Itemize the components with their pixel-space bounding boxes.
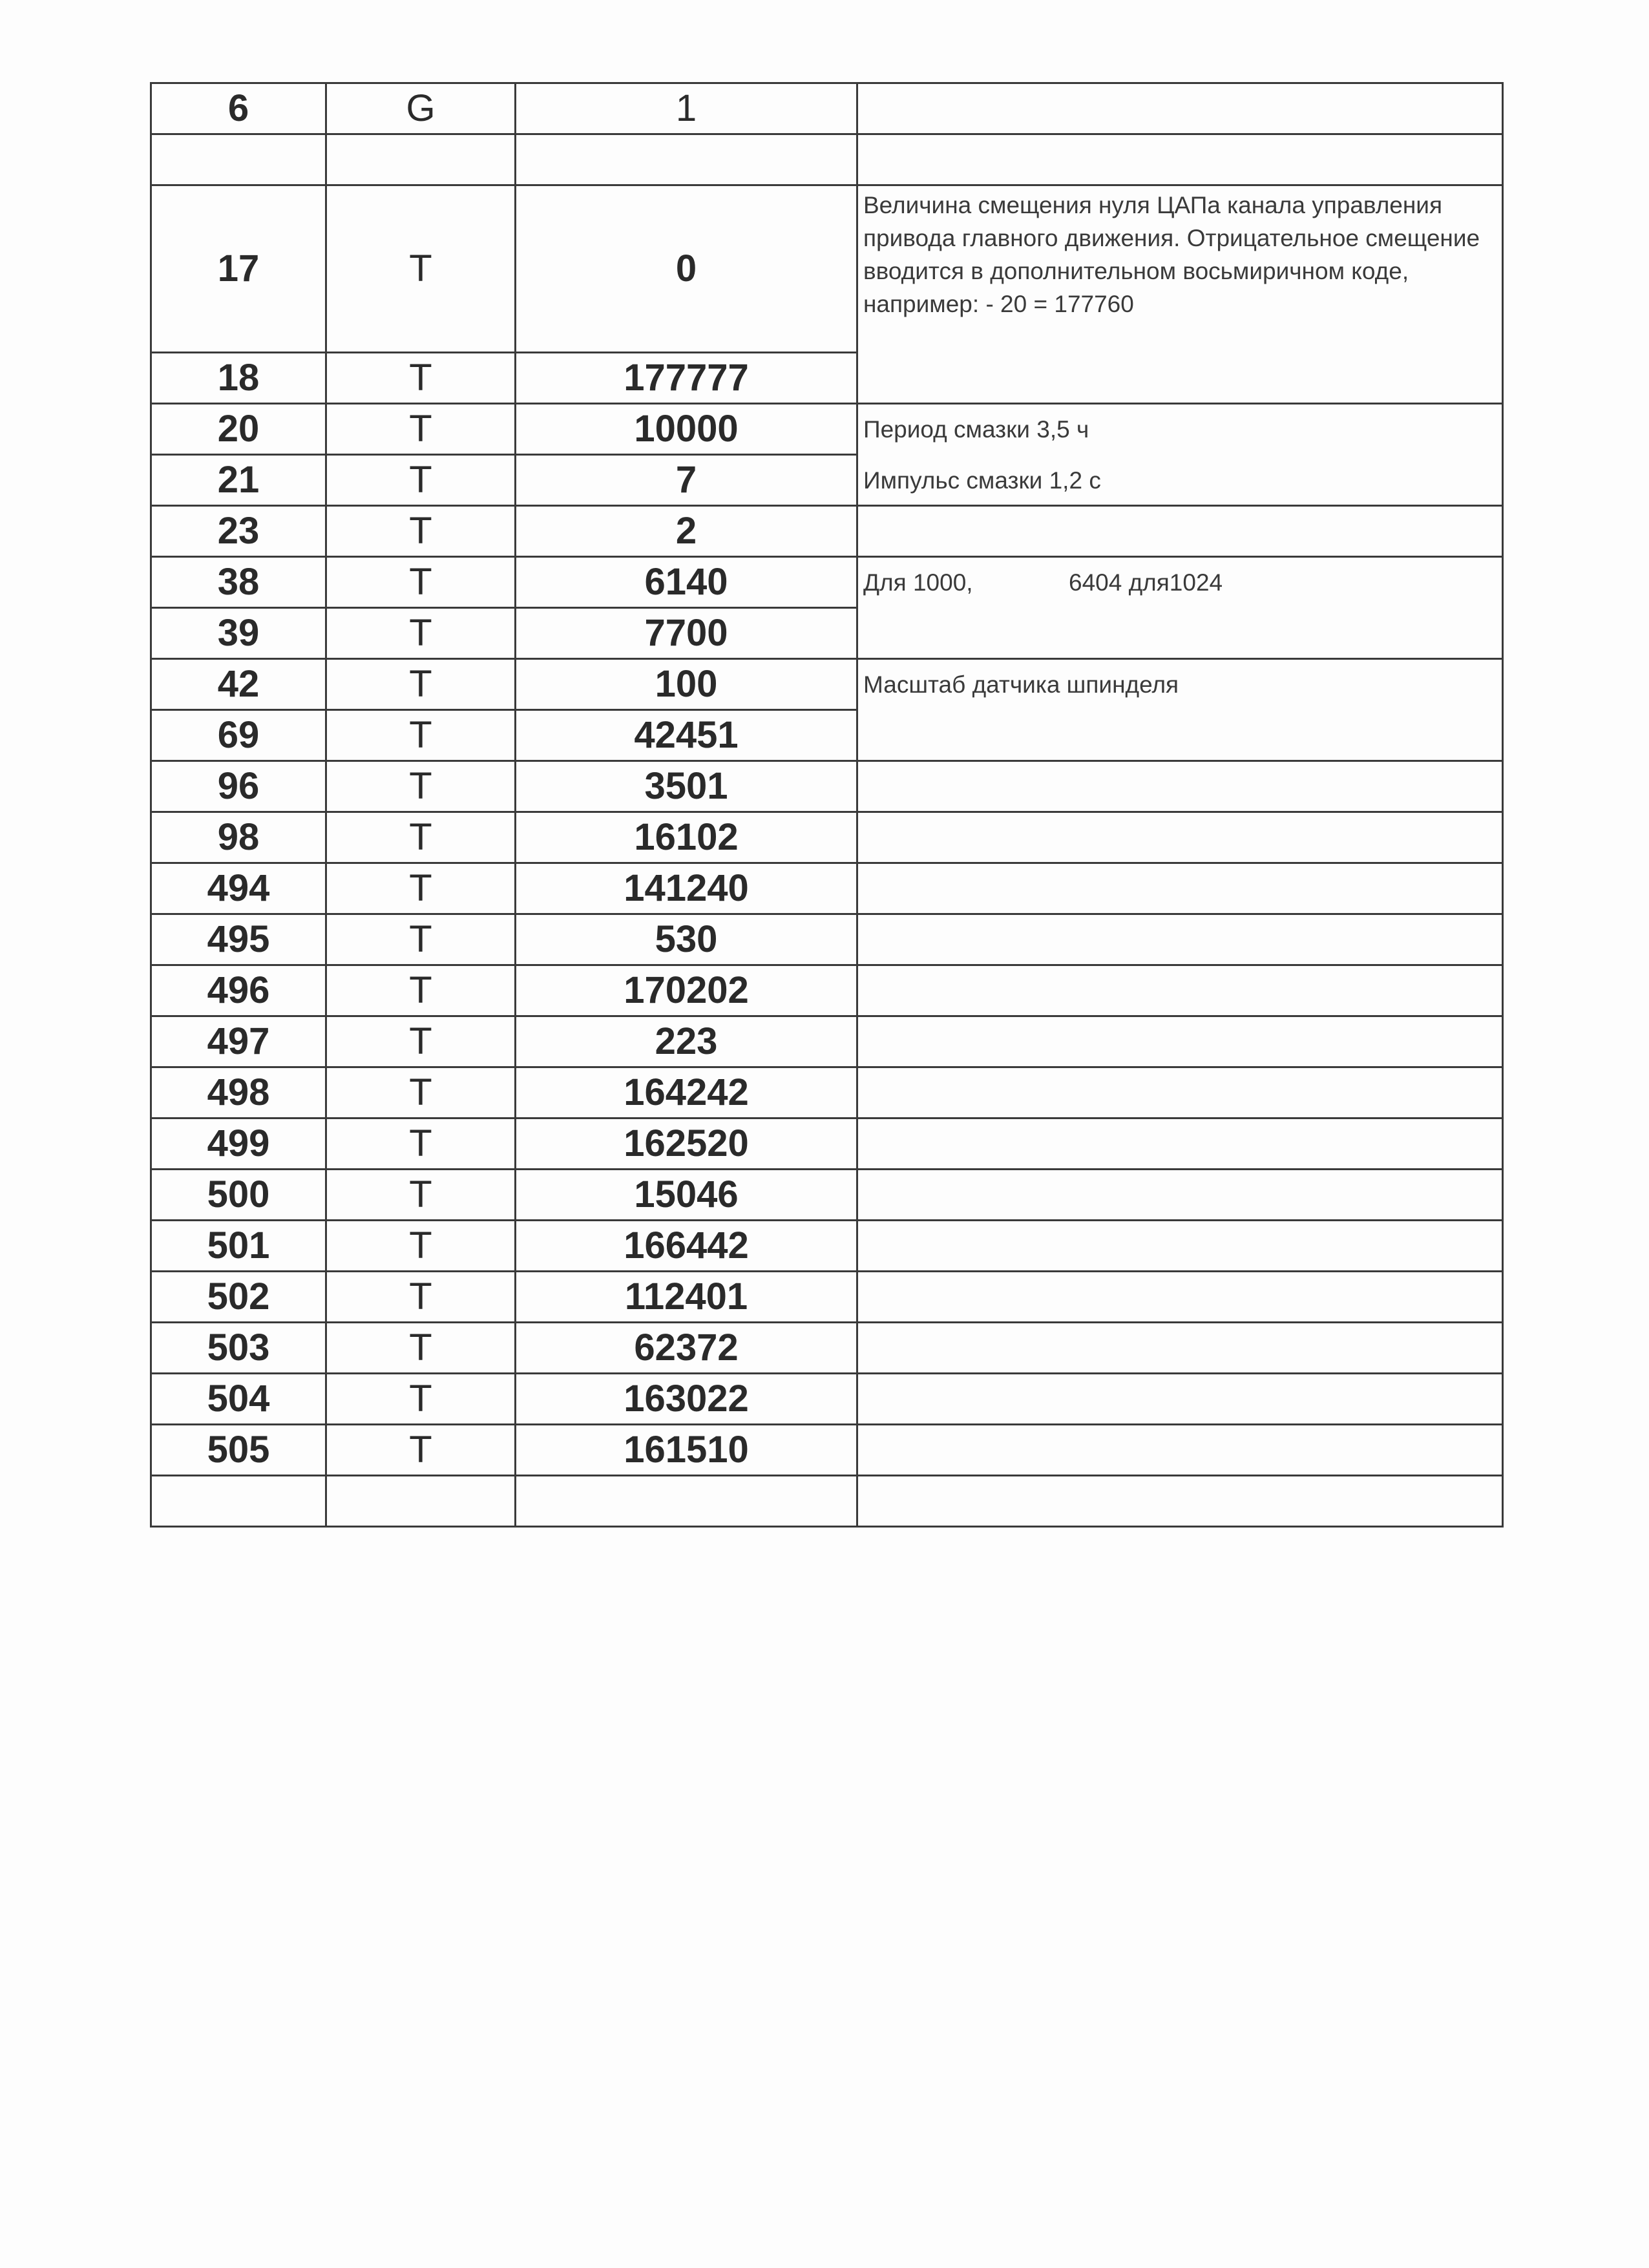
param-number: 23 [151,506,326,557]
param-type: T [326,185,516,353]
table-row [151,863,1503,914]
table-row [151,812,1503,863]
param-note: Масштаб датчика шпинделя [857,659,1503,710]
param-value [516,1476,857,1527]
param-note [857,1016,1503,1067]
param-value: 15046 [516,1170,857,1221]
param-note [857,863,1503,914]
param-type: T [326,965,516,1016]
param-value: 7700 [516,608,857,659]
param-number: 503 [151,1323,326,1374]
param-type: T [326,710,516,761]
param-note [857,134,1503,185]
table-row [151,506,1503,557]
param-note [857,83,1503,134]
param-value: 100 [516,659,857,710]
param-number: 39 [151,608,326,659]
param-note [857,1425,1503,1476]
param-number: 502 [151,1272,326,1323]
table-row [151,1323,1503,1374]
param-value: 42451 [516,710,857,761]
param-note [857,1170,1503,1221]
param-number: 494 [151,863,326,914]
param-number: 42 [151,659,326,710]
param-note [857,1118,1503,1170]
param-type [326,134,516,185]
param-type: T [326,914,516,965]
param-number: 504 [151,1374,326,1425]
param-value: 10000 [516,404,857,455]
param-type: G [326,83,516,134]
param-value: 163022 [516,1374,857,1425]
param-value: 1 [516,83,857,134]
table-row [151,83,1503,134]
table-row [151,185,1503,353]
param-value: 141240 [516,863,857,914]
param-value: 162520 [516,1118,857,1170]
table-row [151,761,1503,812]
param-note [857,1323,1503,1374]
param-number: 497 [151,1016,326,1067]
table-row [151,404,1503,455]
param-type: T [326,1221,516,1272]
table-row [151,710,1503,761]
param-note [857,1272,1503,1323]
param-type: T [326,1374,516,1425]
param-type: T [326,1170,516,1221]
param-number [151,1476,326,1527]
param-note [857,1374,1503,1425]
param-number: 500 [151,1170,326,1221]
param-type: T [326,1425,516,1476]
table-row [151,134,1503,185]
param-value: 7 [516,455,857,506]
table-row [151,1272,1503,1323]
table-row [151,965,1503,1016]
param-number: 17 [151,185,326,353]
param-note: Импульс смазки 1,2 с [857,455,1503,506]
param-number: 38 [151,557,326,608]
param-note [857,608,1503,659]
note-part-a: Для 1000, [863,569,973,596]
param-note: Величина смещения нуля ЦАПа канала управления привода главного движения. Отрицательное смещение вводится в дополнительном восьмиричном коде, например: - 20 = 177760 [857,185,1503,353]
param-value: 170202 [516,965,857,1016]
param-number: 501 [151,1221,326,1272]
param-note [857,965,1503,1016]
param-note [857,1476,1503,1527]
param-type: T [326,812,516,863]
param-number [151,134,326,185]
param-note [857,353,1503,404]
param-note [857,506,1503,557]
table-row [151,1118,1503,1170]
parameter-table [150,82,1504,1528]
param-number: 18 [151,353,326,404]
param-note [857,914,1503,965]
param-value: 164242 [516,1067,857,1118]
param-type: T [326,761,516,812]
param-note [857,1067,1503,1118]
param-value: 530 [516,914,857,965]
param-type: T [326,455,516,506]
note-part-b: 6404 для1024 [1069,569,1223,596]
param-type: T [326,608,516,659]
param-value: 62372 [516,1323,857,1374]
table-row [151,1425,1503,1476]
table-row [151,1170,1503,1221]
param-note [857,761,1503,812]
param-value [516,134,857,185]
param-number: 21 [151,455,326,506]
param-number: 496 [151,965,326,1016]
param-type: T [326,1016,516,1067]
param-value: 0 [516,185,857,353]
param-type: T [326,557,516,608]
param-value: 177777 [516,353,857,404]
param-note [857,557,1503,608]
param-note: Период смазки 3,5 ч [857,404,1503,455]
param-number: 498 [151,1067,326,1118]
param-value: 223 [516,1016,857,1067]
param-type: T [326,659,516,710]
table-row [151,1067,1503,1118]
param-type: T [326,1067,516,1118]
param-number: 69 [151,710,326,761]
param-type: T [326,353,516,404]
param-type: T [326,1272,516,1323]
param-note [857,812,1503,863]
table-row [151,659,1503,710]
table-row [151,914,1503,965]
table-row [151,353,1503,404]
param-number: 96 [151,761,326,812]
param-number: 499 [151,1118,326,1170]
param-type: T [326,506,516,557]
param-value: 112401 [516,1272,857,1323]
table-row [151,1374,1503,1425]
param-number: 20 [151,404,326,455]
table-row [151,1016,1503,1067]
param-number: 6 [151,83,326,134]
table-row [151,557,1503,608]
table-row [151,455,1503,506]
table-row [151,1221,1503,1272]
param-value: 3501 [516,761,857,812]
param-note [857,710,1503,761]
param-value: 161510 [516,1425,857,1476]
table-row [151,1476,1503,1527]
param-value: 16102 [516,812,857,863]
param-type: T [326,404,516,455]
param-value: 6140 [516,557,857,608]
param-value: 166442 [516,1221,857,1272]
table-row [151,608,1503,659]
param-type: T [326,1118,516,1170]
param-type: T [326,863,516,914]
param-type [326,1476,516,1527]
param-number: 98 [151,812,326,863]
param-number: 505 [151,1425,326,1476]
param-type: T [326,1323,516,1374]
param-note [857,1221,1503,1272]
param-number: 495 [151,914,326,965]
param-value: 2 [516,506,857,557]
